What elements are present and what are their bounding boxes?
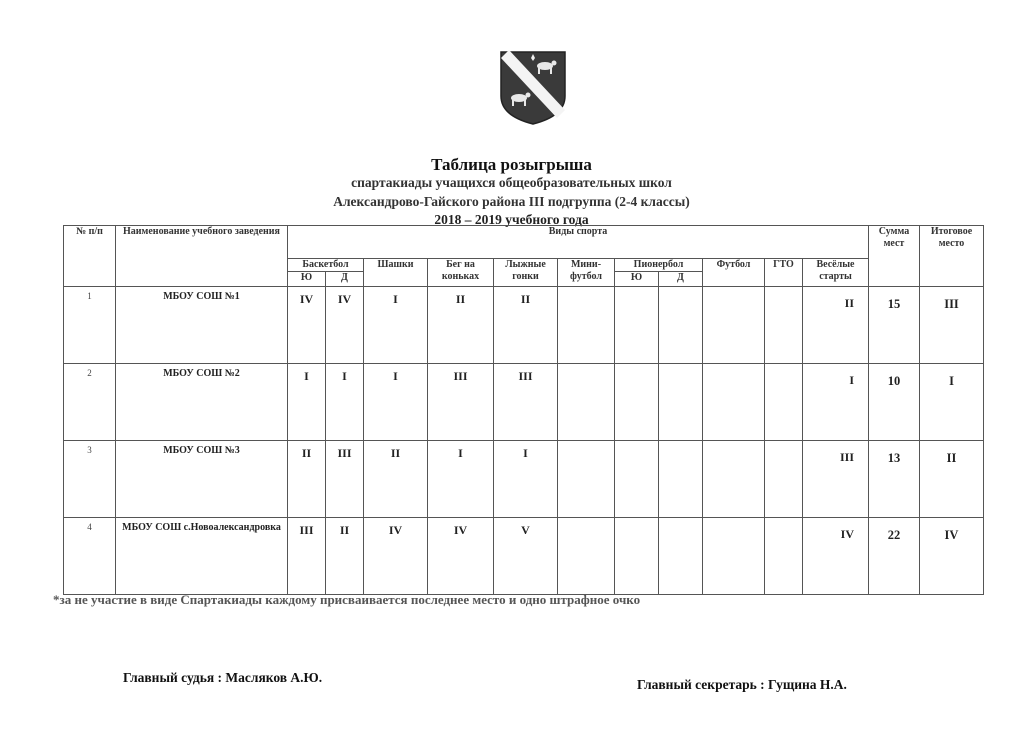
row-school: МБОУ СОШ №2 — [116, 364, 288, 441]
header-basketball-girls: Д — [326, 272, 364, 287]
cell-basketball-girls: III — [326, 441, 364, 518]
header-skating: Бег на коньках — [428, 259, 494, 287]
cell-final-place: IV — [920, 518, 984, 595]
cell-checkers: I — [364, 364, 428, 441]
cell-pioneerball-boys — [615, 518, 659, 595]
footnote: *за не участие в виде Спартакиады каждому присваивается последнее место и одно штрафное очко — [53, 592, 641, 607]
cell-skating: IV — [428, 518, 494, 595]
cell-football — [703, 287, 765, 364]
header-school: Наименование учебного заведения — [116, 226, 288, 287]
header-checkers: Шашки — [364, 259, 428, 287]
cell-pioneerball-girls — [659, 287, 703, 364]
cell-skiing: V — [494, 518, 558, 595]
table-row — [64, 518, 984, 595]
cell-pioneerball-boys — [615, 287, 659, 364]
header-pioneerball-girls: Д — [659, 272, 703, 287]
cell-sum: 13 — [869, 441, 920, 518]
cell-gto — [765, 287, 803, 364]
cell-skating: II — [428, 287, 494, 364]
cell-final-place: II — [920, 441, 984, 518]
cell-gto — [765, 441, 803, 518]
cell-pioneerball-girls — [659, 364, 703, 441]
cell-fun-starts: IV — [803, 518, 869, 595]
cell-basketball-girls: I — [326, 364, 364, 441]
results-table — [63, 225, 984, 595]
row-school: МБОУ СОШ с.Новоалександровка — [116, 518, 288, 595]
cell-fun-starts: I — [803, 364, 869, 441]
header-num: № п/п — [64, 226, 116, 287]
cell-basketball-boys: I — [288, 364, 326, 441]
cell-checkers: II — [364, 441, 428, 518]
cell-minifootball — [558, 441, 615, 518]
header-gto: ГТО — [765, 259, 803, 287]
cell-gto — [765, 364, 803, 441]
header-minifootball: Мини-футбол — [558, 259, 615, 287]
header-pioneerball: Пионербол — [615, 259, 703, 272]
subtitle-line-3: 2018 – 2019 учебного года — [434, 212, 589, 227]
cell-final-place: III — [920, 287, 984, 364]
cell-pioneerball-girls — [659, 441, 703, 518]
cell-basketball-boys: II — [288, 441, 326, 518]
header-skiing: Лыжные гонки — [494, 259, 558, 287]
cell-sum: 22 — [869, 518, 920, 595]
table-row — [64, 287, 984, 364]
cell-final-place: I — [920, 364, 984, 441]
cell-sum: 10 — [869, 364, 920, 441]
chief-secretary-signature: Главный секретарь : Гущина Н.А. — [637, 677, 847, 692]
cell-football — [703, 364, 765, 441]
cell-gto — [765, 518, 803, 595]
chief-judge-signature: Главный судья : Масляков А.Ю. — [123, 670, 323, 685]
cell-checkers: IV — [364, 518, 428, 595]
cell-skiing: II — [494, 287, 558, 364]
cell-basketball-boys: III — [288, 518, 326, 595]
cell-skating: III — [428, 364, 494, 441]
cell-fun-starts: III — [803, 441, 869, 518]
cell-pioneerball-boys — [615, 364, 659, 441]
cell-skiing: I — [494, 441, 558, 518]
cell-skiing: III — [494, 364, 558, 441]
cell-basketball-boys: IV — [288, 287, 326, 364]
row-num: 3 — [64, 441, 116, 518]
row-school: МБОУ СОШ №1 — [116, 287, 288, 364]
cell-fun-starts: II — [803, 287, 869, 364]
row-school: МБОУ СОШ №3 — [116, 441, 288, 518]
header-sports-group: Виды спорта — [288, 226, 869, 259]
header-final-place: Итоговое место — [920, 226, 984, 287]
header-pioneerball-boys: Ю — [615, 272, 659, 287]
header-football: Футбол — [703, 259, 765, 287]
page-title: Таблица розыгрыша — [431, 155, 592, 174]
cell-minifootball — [558, 364, 615, 441]
header-basketball: Баскетбол — [288, 259, 364, 272]
cell-minifootball — [558, 518, 615, 595]
row-num: 2 — [64, 364, 116, 441]
header-basketball-boys: Ю — [288, 272, 326, 287]
table-row — [64, 441, 984, 518]
cell-pioneerball-boys — [615, 441, 659, 518]
coat-of-arms-icon — [497, 48, 569, 126]
cell-football — [703, 441, 765, 518]
cell-checkers: I — [364, 287, 428, 364]
cell-sum: 15 — [869, 287, 920, 364]
row-num: 1 — [64, 287, 116, 364]
subtitle-line-1: спартакиады учащихся общеобразовательных школ — [351, 175, 672, 190]
cell-skating: I — [428, 441, 494, 518]
cell-basketball-girls: IV — [326, 287, 364, 364]
cell-football — [703, 518, 765, 595]
table-row — [64, 364, 984, 441]
header-sum: Сумма мест — [869, 226, 920, 287]
subtitle-line-2: Александрово-Гайского района III подгруппа (2-4 классы) — [333, 194, 690, 209]
header-fun-starts: Весёлые старты — [803, 259, 869, 287]
row-num: 4 — [64, 518, 116, 595]
cell-pioneerball-girls — [659, 518, 703, 595]
cell-minifootball — [558, 287, 615, 364]
cell-basketball-girls: II — [326, 518, 364, 595]
